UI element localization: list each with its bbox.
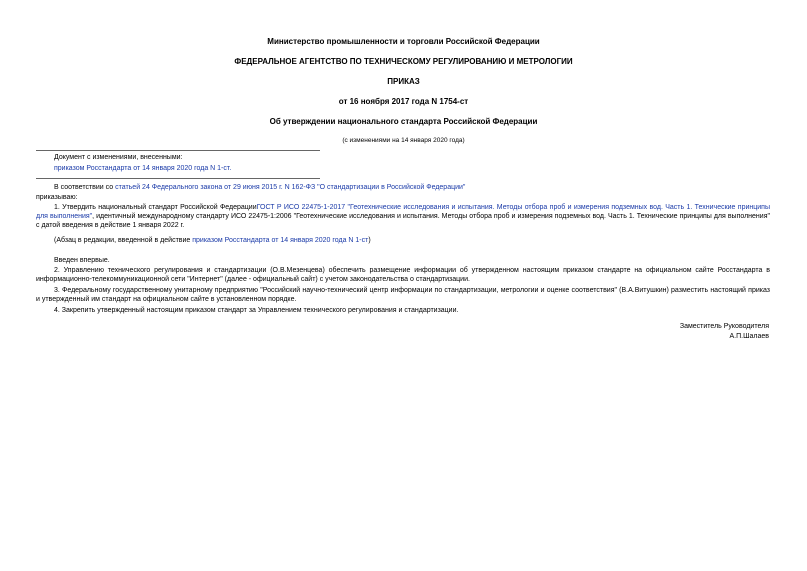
item-4: 4. Закрепить утвержденный настоящим приказом стандарт за Управлением технического регулирования и стандартизации. bbox=[54, 307, 459, 314]
doc-date-number: от 16 ноября 2017 года N 1754-ст bbox=[338, 97, 469, 106]
law-link[interactable]: статьей 24 Федерального закона от 29 июня 2015 г. N 162-ФЗ "О стандартизации в Российской Федерации" bbox=[115, 184, 466, 191]
changes-note-label: Документ с изменениями, внесенными: bbox=[54, 154, 183, 161]
signature-name: А.П.Шалаев bbox=[729, 333, 769, 340]
item-1-prefix: 1. Утвердить национальный стандарт Российской Федерации bbox=[54, 204, 257, 211]
divider-bottom bbox=[36, 178, 320, 179]
orders-text: приказываю: bbox=[36, 194, 78, 201]
introduced-note: Введен впервые. bbox=[54, 257, 110, 264]
signature-position: Заместитель Руководителя bbox=[679, 323, 769, 330]
edit-note-link[interactable]: приказом Росстандарта от 14 января 2020 года N 1-ст bbox=[192, 237, 369, 244]
gost-link[interactable]: ГОСТ Р ИСО 22475-1-2017 "Геотехнические исследования и испытания. Методы отбора проб и измерения подземных вод. Часть 1. Технические принципы для выполнения" bbox=[36, 204, 770, 220]
ministry-title: Министерство промышленности и торговли Российской Федерации bbox=[267, 37, 540, 46]
changes-note-link[interactable]: приказом Росстандарта от 14 января 2020 года N 1-ст. bbox=[54, 165, 232, 172]
doc-subject: Об утверждении национального стандарта Российской Федерации bbox=[269, 117, 538, 126]
item-3: 3. Федеральному государственному унитарному предприятию "Российский научно-технический центр информации по стандартизации, метрологии и оценке соответствия" (В.А.Витушкин) разместить настоящий приказ и утвержденный им стандарт на официальном сайте в установленном порядке. bbox=[36, 287, 770, 303]
edit-note-prefix: (Абзац в редакции, введенной в действие bbox=[54, 237, 193, 244]
item-1 bbox=[36, 203, 770, 230]
item-2: 2. Управлению технического регулирования и стандартизации (О.В.Мезенцева) обеспечить размещение информации об утвержденном настоящим приказом стандарте на официальном сайте Росстандарта в информационно-телекоммуникационной сети "Интернет" (далее - официальный сайт) с учетом законодательства о стандартизации. bbox=[36, 267, 770, 283]
preamble-prefix: В соответствии со bbox=[54, 184, 116, 191]
divider-top bbox=[36, 150, 320, 151]
doc-type: ПРИКАЗ bbox=[387, 77, 420, 86]
preamble bbox=[36, 183, 770, 192]
item-1-suffix: , идентичный международному стандарту ИСО 22475-1:2006 "Геотехнические исследования и испытания. Методы отбора проб и измерения подземных вод. Часть 1. Технические принципы для выполнения" с датой введения в действие 1 января 2022 г. bbox=[36, 213, 770, 229]
item-1-edit-note bbox=[54, 236, 371, 245]
agency-title: ФЕДЕРАЛЬНОЕ АГЕНТСТВО ПО ТЕХНИЧЕСКОМУ РЕГУЛИРОВАНИЮ И МЕТРОЛОГИИ bbox=[234, 57, 573, 66]
revision-note: (с изменениями на 14 января 2020 года) bbox=[342, 137, 465, 144]
edit-note-suffix: ) bbox=[368, 237, 371, 244]
